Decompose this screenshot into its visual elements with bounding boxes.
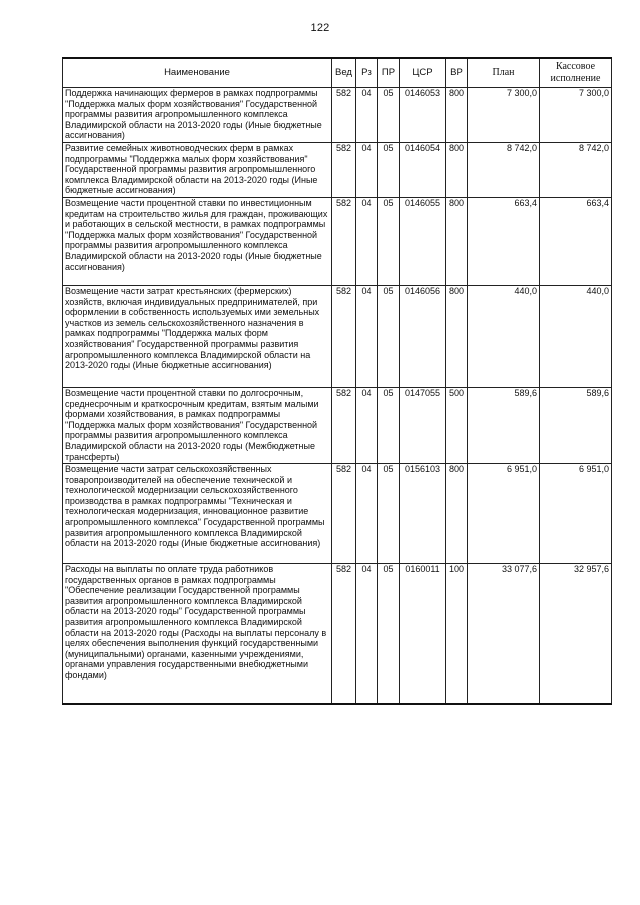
row-pr: 05 (378, 564, 400, 704)
row-vr: 800 (446, 143, 468, 198)
row-pr: 05 (378, 143, 400, 198)
row-rz: 04 (356, 388, 378, 464)
row-executed: 663,4 (540, 198, 612, 286)
header-row (63, 58, 612, 88)
row-plan: 663,4 (468, 198, 540, 286)
row-executed: 8 742,0 (540, 143, 612, 198)
row-executed: 32 957,6 (540, 564, 612, 704)
header-ved: Вед (332, 58, 356, 88)
table-row (63, 464, 612, 564)
row-rz: 04 (356, 198, 378, 286)
header-rz: Рз (356, 58, 378, 88)
header-pr: ПР (378, 58, 400, 88)
row-plan: 33 077,6 (468, 564, 540, 704)
row-executed: 589,6 (540, 388, 612, 464)
row-csr: 0160011 (400, 564, 446, 704)
header-plan: План (468, 58, 540, 88)
row-csr: 0146053 (400, 88, 446, 143)
row-ved: 582 (332, 88, 356, 143)
row-ved: 582 (332, 198, 356, 286)
row-csr: 0146054 (400, 143, 446, 198)
row-pr: 05 (378, 198, 400, 286)
row-ved: 582 (332, 464, 356, 564)
row-plan: 8 742,0 (468, 143, 540, 198)
table-row (63, 564, 612, 704)
row-executed: 7 300,0 (540, 88, 612, 143)
row-ved: 582 (332, 286, 356, 388)
row-name: Возмещение части затрат крестьянских (фермерских) хозяйств, включая индивидуальных предпринимателей, при оформлении в собственность используемых ими земельных участков из земель сельскохозяйственного назначения в рамках подпрограммы "Поддержка малых форм хозяйствования" Государственной программы развития агропромышленного комплекса Владимирской области на 2013-2020 годы (Иные бюджетные ассигнования) (63, 286, 332, 388)
row-vr: 800 (446, 88, 468, 143)
row-vr: 800 (446, 286, 468, 388)
row-rz: 04 (356, 564, 378, 704)
row-vr: 100 (446, 564, 468, 704)
row-vr: 500 (446, 388, 468, 464)
row-executed: 440,0 (540, 286, 612, 388)
header-name: Наименование (63, 58, 332, 88)
row-name: Возмещение части затрат сельскохозяйственных товаропроизводителей на обеспечение технической и технологической модернизации сельскохозяйственного производства в рамках подпрограммы "Техническая и технологическая модернизация, инновационное развитие агропромышленного комплекса" Государственной программы развития агропромышленного комплекса Владимирской области на 2013-2020 годы (Иные бюджетные ассигнования) (63, 464, 332, 564)
row-vr: 800 (446, 464, 468, 564)
row-ved: 582 (332, 564, 356, 704)
row-ved: 582 (332, 388, 356, 464)
row-csr: 0147055 (400, 388, 446, 464)
row-rz: 04 (356, 464, 378, 564)
row-name: Развитие семейных животноводческих ферм в рамках подпрограммы "Поддержка малых форм хозяйствования" Государственной программы развития агропромышленного комплекса Владимирской области на 2013-2020 годы (Иные бюджетные ассигнования) (63, 143, 332, 198)
row-plan: 589,6 (468, 388, 540, 464)
row-rz: 04 (356, 286, 378, 388)
header-csr: ЦСР (400, 58, 446, 88)
row-ved: 582 (332, 143, 356, 198)
row-pr: 05 (378, 464, 400, 564)
header-vr: ВР (446, 58, 468, 88)
row-pr: 05 (378, 286, 400, 388)
row-pr: 05 (378, 388, 400, 464)
table-row (63, 388, 612, 464)
row-plan: 7 300,0 (468, 88, 540, 143)
header-executed: Кассовое исполнение (540, 58, 612, 88)
row-rz: 04 (356, 143, 378, 198)
row-name: Расходы на выплаты по оплате труда работников государственных органов в рамках подпрограммы "Обеспечение реализации Государственной программы развития агропромышленного комплекса Владимирской области на 2013-2020 годы" Государственной программы развития агропромышленного комплекса Владимирской области на 2013-2020 годы (Расходы на выплаты персоналу в целях обеспечения выполнения функций государственными (муниципальными) органами, казенными учреждениями, органами управления государственными внебюджетными фондами) (63, 564, 332, 704)
page-number: 122 (310, 22, 330, 34)
row-name: Поддержка начинающих фермеров в рамках подпрограммы "Поддержка малых форм хозяйствования" Государственной программы развития агропромышленного комплекса Владимирской области на 2013-2020 годы (Иные бюджетные ассигнования) (63, 88, 332, 143)
table-row (63, 143, 612, 198)
row-plan: 440,0 (468, 286, 540, 388)
table-row (63, 286, 612, 388)
row-pr: 05 (378, 88, 400, 143)
row-csr: 0156103 (400, 464, 446, 564)
row-name: Возмещение части процентной ставки по инвестиционным кредитам на строительство жилья для граждан, проживающих и работающих в сельской местности, в рамках подпрограммы "Поддержка малых форм хозяйствования" Государственной программы развития агропромышленного комплекса Владимирской области на 2013-2020 годы (Иные бюджетные ассигнования) (63, 198, 332, 286)
row-name: Возмещение части процентной ставки по долгосрочным, среднесрочным и краткосрочным кредитам, взятым малыми формами хозяйствования, в рамках подпрограммы "Поддержка малых форм хозяйствования" Государственной программы развития агропромышленного комплекса Владимирской области на 2013-2020 годы (Межбюджетные трансферты) (63, 388, 332, 464)
row-executed: 6 951,0 (540, 464, 612, 564)
row-csr: 0146056 (400, 286, 446, 388)
row-plan: 6 951,0 (468, 464, 540, 564)
row-vr: 800 (446, 198, 468, 286)
budget-table (62, 57, 612, 705)
table-row (63, 88, 612, 143)
row-csr: 0146055 (400, 198, 446, 286)
row-rz: 04 (356, 88, 378, 143)
table-row (63, 198, 612, 286)
